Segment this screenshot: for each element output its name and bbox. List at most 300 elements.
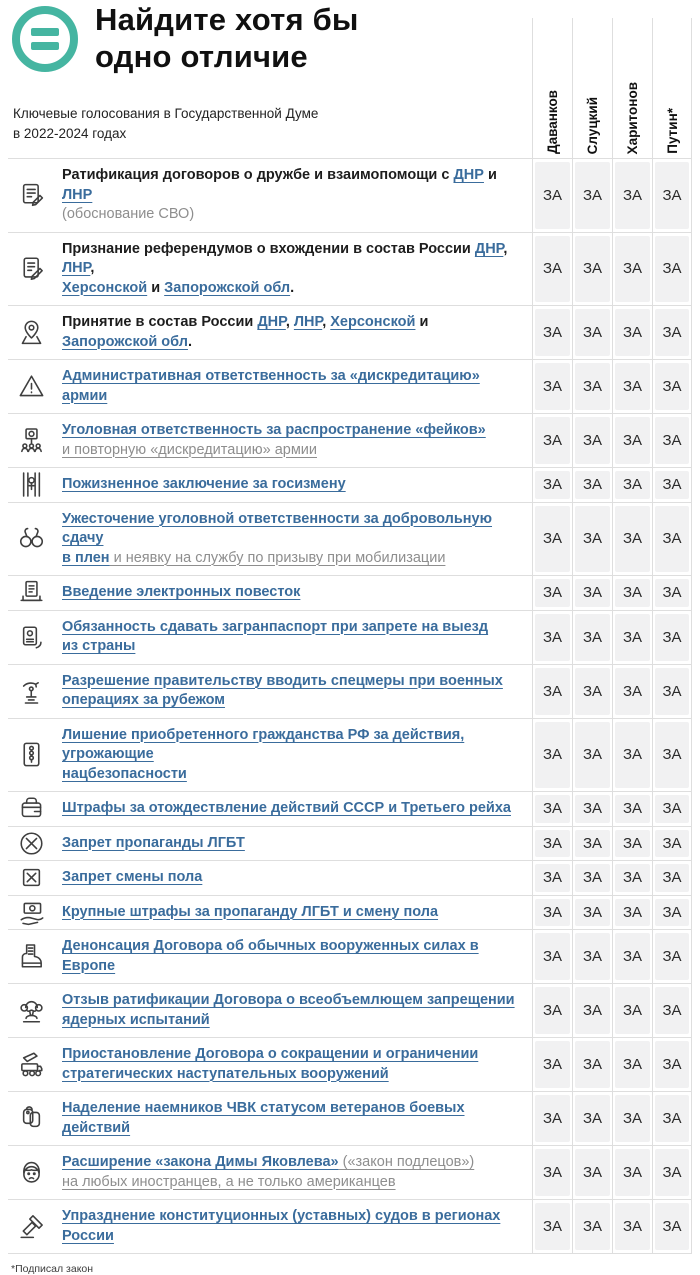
row-title bbox=[54, 611, 532, 664]
vote-value: ЗА bbox=[655, 417, 689, 464]
vote-value: ЗА bbox=[575, 579, 610, 607]
page-subtitle-line1: Ключевые голосования в Государственной Думе bbox=[13, 106, 319, 121]
table-row bbox=[8, 826, 692, 861]
row-title bbox=[54, 360, 532, 413]
table-row bbox=[8, 895, 692, 930]
vote-cell-2 bbox=[572, 719, 612, 792]
vote-value: ЗА bbox=[575, 1041, 610, 1088]
vote-value: ЗА bbox=[615, 162, 650, 229]
vote-value: ЗА bbox=[535, 987, 570, 1034]
vote-cells bbox=[532, 827, 692, 861]
vote-cells bbox=[532, 414, 692, 467]
row-link[interactable]: из страны bbox=[62, 638, 136, 654]
row-title bbox=[54, 414, 532, 467]
vote-cell-3 bbox=[612, 719, 652, 792]
row-link[interactable]: Введение электронных повесток bbox=[62, 584, 301, 600]
vote-cell-2 bbox=[572, 414, 612, 467]
row-text: («закон подлецов») bbox=[338, 1154, 475, 1170]
vote-value: ЗА bbox=[655, 1203, 689, 1250]
vote-cell-4 bbox=[652, 896, 692, 930]
vote-cells bbox=[532, 665, 692, 718]
row-text: (обоснование СВО) bbox=[62, 206, 195, 222]
row-link[interactable]: Упразднение конституционных (уставных) судов в регионах России bbox=[62, 1208, 501, 1244]
page-title bbox=[95, 2, 359, 75]
row-text: , bbox=[90, 260, 95, 276]
vote-cell-4 bbox=[652, 503, 692, 576]
vote-value: ЗА bbox=[655, 668, 689, 715]
vote-cells bbox=[532, 1092, 692, 1145]
vote-cell-1 bbox=[532, 611, 572, 664]
vote-value: ЗА bbox=[655, 614, 689, 661]
vote-cell-2 bbox=[572, 861, 612, 895]
row-link[interactable]: Разрешение правительству вводить спецмеры при военных bbox=[62, 672, 503, 689]
row-link[interactable]: Ужесточение уголовной ответственности за добровольную сдачу bbox=[62, 510, 493, 546]
gavel-icon bbox=[8, 1212, 54, 1241]
vote-value: ЗА bbox=[615, 1095, 650, 1142]
equals-bar-top bbox=[31, 28, 59, 36]
page-title-line2: одно отличие bbox=[95, 38, 308, 74]
vote-cell-2 bbox=[572, 827, 612, 861]
table-row bbox=[8, 413, 692, 467]
vote-cell-4 bbox=[652, 576, 692, 610]
vote-cells bbox=[532, 159, 692, 232]
vote-cells bbox=[532, 792, 692, 826]
vote-value: ЗА bbox=[535, 236, 570, 303]
table-row bbox=[8, 1199, 692, 1253]
vote-value: ЗА bbox=[535, 1095, 570, 1142]
vote-value: ЗА bbox=[655, 864, 689, 892]
column-header-1 bbox=[532, 18, 572, 158]
vote-cell-4 bbox=[652, 468, 692, 502]
vote-value: ЗА bbox=[615, 864, 650, 892]
vote-cell-3 bbox=[612, 1200, 652, 1253]
row-link[interactable]: Запрет пропаганды ЛГБТ bbox=[62, 834, 245, 851]
vote-cell-1 bbox=[532, 159, 572, 232]
crossed-box-icon bbox=[8, 863, 54, 892]
vote-cell-4 bbox=[652, 1146, 692, 1199]
row-text: , bbox=[285, 314, 294, 330]
vote-cell-2 bbox=[572, 468, 612, 502]
vote-value: ЗА bbox=[535, 579, 570, 607]
vote-cell-3 bbox=[612, 159, 652, 232]
vote-cell-3 bbox=[612, 827, 652, 861]
vote-value: ЗА bbox=[535, 830, 570, 858]
row-title bbox=[54, 1200, 532, 1253]
vote-value: ЗА bbox=[575, 162, 610, 229]
vote-value: ЗА bbox=[535, 668, 570, 715]
row-link[interactable]: в плен bbox=[62, 549, 110, 566]
vote-cell-2 bbox=[572, 576, 612, 610]
vote-value: ЗА bbox=[655, 795, 689, 823]
prohibition-circle-icon bbox=[8, 829, 54, 858]
vote-value: ЗА bbox=[615, 614, 650, 661]
row-link[interactable]: Запорожской обл bbox=[62, 333, 188, 350]
laptop-document-icon bbox=[8, 578, 54, 607]
table-row bbox=[8, 1091, 692, 1145]
vote-cells bbox=[532, 896, 692, 930]
vote-cell-2 bbox=[572, 1200, 612, 1253]
vote-cell-2 bbox=[572, 984, 612, 1037]
vote-cell-3 bbox=[612, 360, 652, 413]
vote-value: ЗА bbox=[655, 1149, 689, 1196]
row-text: и повторную «дискредитацию» армии bbox=[62, 441, 317, 458]
vote-value: ЗА bbox=[575, 236, 610, 303]
vote-cell-1 bbox=[532, 665, 572, 718]
vote-value: ЗА bbox=[615, 722, 650, 789]
vote-cell-4 bbox=[652, 306, 692, 359]
page-title-line1: Найдите хотя бы bbox=[95, 2, 359, 37]
vote-value: ЗА bbox=[615, 1203, 650, 1250]
vote-value: ЗА bbox=[655, 933, 689, 980]
vote-cells bbox=[532, 930, 692, 983]
vote-value: ЗА bbox=[655, 506, 689, 573]
vote-value: ЗА bbox=[655, 236, 689, 303]
row-title bbox=[54, 1092, 532, 1145]
table-row bbox=[8, 502, 692, 576]
signed-document-icon bbox=[8, 181, 54, 210]
vote-value: ЗА bbox=[655, 1041, 689, 1088]
vote-value: ЗА bbox=[575, 417, 610, 464]
vote-value: ЗА bbox=[535, 363, 570, 410]
vote-cell-3 bbox=[612, 930, 652, 983]
mushroom-cloud-icon bbox=[8, 996, 54, 1025]
vote-cell-2 bbox=[572, 896, 612, 930]
row-link[interactable]: Приостановление Договора о сокращении и ограничении bbox=[62, 1046, 479, 1062]
vote-cell-1 bbox=[532, 896, 572, 930]
table-row bbox=[8, 359, 692, 413]
row-link[interactable]: Отзыв ратификации Договора о всеобъемлющем запрещении bbox=[62, 992, 515, 1008]
vote-value: ЗА bbox=[535, 471, 570, 499]
table-row bbox=[8, 610, 692, 664]
vote-value: ЗА bbox=[535, 506, 570, 573]
row-link[interactable]: ядерных испытаний bbox=[62, 1011, 210, 1028]
vote-value: ЗА bbox=[615, 1149, 650, 1196]
vote-cell-1 bbox=[532, 1146, 572, 1199]
vote-value: ЗА bbox=[575, 987, 610, 1034]
row-link[interactable]: Херсонской bbox=[62, 279, 148, 296]
row-link[interactable]: ДНР bbox=[257, 314, 286, 330]
vote-cell-2 bbox=[572, 233, 612, 306]
vote-value: ЗА bbox=[615, 236, 650, 303]
vote-cell-1 bbox=[532, 306, 572, 359]
votes-table bbox=[8, 158, 692, 1254]
vote-cell-2 bbox=[572, 1038, 612, 1091]
vote-cell-1 bbox=[532, 861, 572, 895]
vote-value: ЗА bbox=[535, 309, 570, 356]
vote-value: ЗА bbox=[615, 363, 650, 410]
column-header-label: Даванков bbox=[545, 89, 560, 154]
vote-cell-1 bbox=[532, 414, 572, 467]
vote-value: ЗА bbox=[575, 722, 610, 789]
row-title bbox=[54, 861, 532, 895]
row-link[interactable]: Расширение «закона Димы Яковлева» bbox=[62, 1154, 339, 1170]
row-text: и bbox=[147, 279, 165, 296]
vote-cells bbox=[532, 306, 692, 359]
table-row bbox=[8, 664, 692, 718]
vote-value: ЗА bbox=[615, 309, 650, 356]
vote-value: ЗА bbox=[575, 363, 610, 410]
military-boot-icon bbox=[8, 942, 54, 971]
vote-cell-3 bbox=[612, 611, 652, 664]
vote-value: ЗА bbox=[615, 795, 650, 823]
vote-value: ЗА bbox=[535, 864, 570, 892]
vote-cell-4 bbox=[652, 792, 692, 826]
vote-cell-2 bbox=[572, 1146, 612, 1199]
vote-value: ЗА bbox=[575, 864, 610, 892]
vote-value: ЗА bbox=[615, 668, 650, 715]
vote-value: ЗА bbox=[655, 1095, 689, 1142]
vote-value: ЗА bbox=[655, 579, 689, 607]
vote-cell-3 bbox=[612, 1146, 652, 1199]
row-title bbox=[54, 468, 532, 502]
row-title bbox=[54, 159, 532, 232]
vote-cell-1 bbox=[532, 468, 572, 502]
equality-logo-icon bbox=[12, 6, 78, 72]
row-link[interactable]: Запорожской обл bbox=[164, 279, 291, 296]
row-link[interactable]: нацбезопасности bbox=[62, 765, 187, 782]
vote-cell-1 bbox=[532, 1200, 572, 1253]
vote-value: ЗА bbox=[615, 506, 650, 573]
vote-cell-1 bbox=[532, 827, 572, 861]
vote-value: ЗА bbox=[575, 830, 610, 858]
vote-cell-3 bbox=[612, 792, 652, 826]
vote-value: ЗА bbox=[575, 668, 610, 715]
warning-triangle-icon bbox=[8, 372, 54, 401]
vote-cell-2 bbox=[572, 792, 612, 826]
row-link[interactable]: Пожизненное заключение за госизмену bbox=[62, 476, 346, 492]
vote-cell-1 bbox=[532, 360, 572, 413]
vote-value: ЗА bbox=[655, 987, 689, 1034]
row-link[interactable]: Запрет смены пола bbox=[62, 869, 203, 885]
protest-sign-icon bbox=[8, 426, 54, 455]
vote-cells bbox=[532, 468, 692, 502]
vote-cell-2 bbox=[572, 1092, 612, 1145]
vote-cells bbox=[532, 503, 692, 576]
vote-cell-3 bbox=[612, 468, 652, 502]
table-row bbox=[8, 305, 692, 359]
vote-cell-1 bbox=[532, 1092, 572, 1145]
vote-value: ЗА bbox=[615, 579, 650, 607]
vote-cell-1 bbox=[532, 984, 572, 1037]
row-link[interactable]: Административная ответственность за «дискредитацию» армии bbox=[62, 368, 480, 404]
row-text: на любых иностранцев, а не только американцев bbox=[62, 1173, 396, 1190]
header bbox=[0, 0, 700, 158]
handcuffs-icon bbox=[8, 524, 54, 553]
vote-value: ЗА bbox=[655, 471, 689, 499]
row-title bbox=[54, 984, 532, 1037]
row-text: . bbox=[187, 333, 192, 350]
row-title bbox=[54, 719, 532, 792]
column-header-label: Путин* bbox=[664, 108, 680, 154]
vote-cell-1 bbox=[532, 930, 572, 983]
vote-cells bbox=[532, 576, 692, 610]
row-title bbox=[54, 306, 532, 359]
vote-cell-4 bbox=[652, 827, 692, 861]
vote-cell-3 bbox=[612, 576, 652, 610]
vote-cell-4 bbox=[652, 414, 692, 467]
row-title bbox=[54, 1146, 532, 1199]
vote-cell-2 bbox=[572, 611, 612, 664]
vote-cell-2 bbox=[572, 930, 612, 983]
vote-cell-1 bbox=[532, 233, 572, 306]
column-header-label: Харитонов bbox=[625, 81, 640, 154]
passport-icon bbox=[8, 623, 54, 652]
vote-cell-3 bbox=[612, 861, 652, 895]
vote-value: ЗА bbox=[655, 363, 689, 410]
vote-cell-3 bbox=[612, 503, 652, 576]
vote-cell-4 bbox=[652, 1038, 692, 1091]
vote-value: ЗА bbox=[535, 1149, 570, 1196]
vote-cell-4 bbox=[652, 665, 692, 718]
vote-value: ЗА bbox=[535, 417, 570, 464]
equals-bar-bottom bbox=[31, 42, 59, 50]
row-link[interactable]: Лишение приобретенного гражданства РФ за действия, угрожающие bbox=[62, 726, 465, 762]
table-row bbox=[8, 1145, 692, 1199]
row-text: и неявку на службу по призыву при мобилизации bbox=[109, 549, 446, 566]
vote-value: ЗА bbox=[575, 1149, 610, 1196]
vote-cell-4 bbox=[652, 360, 692, 413]
row-link[interactable]: ЛНР bbox=[293, 314, 323, 330]
vote-cell-3 bbox=[612, 896, 652, 930]
vote-value: ЗА bbox=[655, 830, 689, 858]
column-header-4 bbox=[652, 18, 692, 158]
vote-value: ЗА bbox=[575, 506, 610, 573]
vote-cell-3 bbox=[612, 414, 652, 467]
vote-cell-4 bbox=[652, 611, 692, 664]
row-link[interactable]: Наделение наемников ЧВК статусом ветеранов боевых действий bbox=[62, 1100, 465, 1136]
row-link[interactable]: ЛНР bbox=[62, 186, 93, 203]
vote-value: ЗА bbox=[575, 309, 610, 356]
vote-value: ЗА bbox=[615, 933, 650, 980]
vote-value: ЗА bbox=[575, 795, 610, 823]
vote-cell-2 bbox=[572, 503, 612, 576]
table-row bbox=[8, 929, 692, 983]
vote-cell-2 bbox=[572, 665, 612, 718]
vote-cell-3 bbox=[612, 984, 652, 1037]
vote-cells bbox=[532, 1038, 692, 1091]
row-link[interactable]: ДНР bbox=[453, 167, 484, 183]
page-subtitle-line2: в 2022-2024 годах bbox=[13, 126, 127, 142]
vote-value: ЗА bbox=[615, 899, 650, 927]
vote-value: ЗА bbox=[575, 614, 610, 661]
vote-cell-4 bbox=[652, 984, 692, 1037]
missile-truck-icon bbox=[8, 1050, 54, 1079]
footnote: *Подписал закон bbox=[11, 1263, 94, 1275]
hand-lever-icon bbox=[8, 677, 54, 706]
vote-value: ЗА bbox=[615, 417, 650, 464]
row-link[interactable]: Херсонской bbox=[330, 314, 416, 330]
vote-cell-1 bbox=[532, 503, 572, 576]
table-row bbox=[8, 1037, 692, 1091]
vote-cells bbox=[532, 611, 692, 664]
vote-value: ЗА bbox=[615, 987, 650, 1034]
vote-value: ЗА bbox=[655, 309, 689, 356]
table-row bbox=[8, 232, 692, 306]
vote-cell-3 bbox=[612, 1092, 652, 1145]
sad-child-icon bbox=[8, 1158, 54, 1187]
table-row bbox=[8, 158, 692, 232]
vote-cells bbox=[532, 984, 692, 1037]
table-row bbox=[8, 860, 692, 895]
table-row bbox=[8, 718, 692, 792]
vote-value: ЗА bbox=[575, 1095, 610, 1142]
vote-cell-3 bbox=[612, 1038, 652, 1091]
vote-value: ЗА bbox=[535, 899, 570, 927]
vote-cell-1 bbox=[532, 576, 572, 610]
map-pin-icon bbox=[8, 318, 54, 347]
row-link[interactable]: Денонсация Договора об обычных вооруженных силах в Европе bbox=[62, 938, 479, 974]
column-header-2 bbox=[572, 18, 612, 158]
footer bbox=[11, 1263, 692, 1275]
vote-cell-3 bbox=[612, 665, 652, 718]
vote-cell-1 bbox=[532, 1038, 572, 1091]
vote-cell-4 bbox=[652, 861, 692, 895]
vote-value: ЗА bbox=[535, 722, 570, 789]
vote-value: ЗА bbox=[535, 1203, 570, 1250]
row-title bbox=[54, 503, 532, 576]
row-link[interactable]: Штрафы за отождествление действий СССР и Третьего рейха bbox=[62, 800, 511, 816]
vote-cells bbox=[532, 1200, 692, 1253]
row-link[interactable]: ЛНР bbox=[62, 260, 91, 276]
vote-value: ЗА bbox=[575, 899, 610, 927]
row-text: , bbox=[503, 240, 508, 257]
vote-cell-1 bbox=[532, 792, 572, 826]
vote-value: ЗА bbox=[575, 471, 610, 499]
vote-cell-4 bbox=[652, 719, 692, 792]
row-link[interactable]: Крупные штрафы за пропаганду ЛГБТ и смену пола bbox=[62, 903, 439, 920]
vote-value: ЗА bbox=[575, 933, 610, 980]
money-hand-icon bbox=[8, 898, 54, 927]
vote-cell-4 bbox=[652, 1092, 692, 1145]
row-link[interactable]: стратегических наступательных вооружений bbox=[62, 1065, 389, 1082]
row-title bbox=[54, 576, 532, 610]
wallet-icon bbox=[8, 794, 54, 823]
vote-cell-3 bbox=[612, 306, 652, 359]
row-title bbox=[54, 233, 532, 306]
vote-value: ЗА bbox=[535, 162, 570, 229]
vote-cell-2 bbox=[572, 360, 612, 413]
vote-cells bbox=[532, 719, 692, 792]
vote-value: ЗА bbox=[535, 933, 570, 980]
vote-value: ЗА bbox=[655, 162, 689, 229]
vote-value: ЗА bbox=[535, 795, 570, 823]
column-header-label: Слуцкий bbox=[585, 96, 600, 154]
page-subtitle bbox=[13, 104, 318, 145]
row-link[interactable]: Обязанность сдавать загранпаспорт при запрете на выезд bbox=[62, 618, 489, 635]
row-link[interactable]: ДНР bbox=[474, 240, 504, 257]
vote-cell-4 bbox=[652, 930, 692, 983]
row-text: и bbox=[415, 314, 429, 330]
row-title bbox=[54, 827, 532, 861]
vote-value: ЗА bbox=[615, 471, 650, 499]
prisoner-icon bbox=[8, 470, 54, 499]
row-text: , bbox=[322, 314, 331, 330]
vote-cell-4 bbox=[652, 1200, 692, 1253]
table-row bbox=[8, 791, 692, 826]
row-title bbox=[54, 792, 532, 826]
table-row bbox=[8, 983, 692, 1037]
vote-value: ЗА bbox=[575, 1203, 610, 1250]
vote-cell-2 bbox=[572, 159, 612, 232]
document-chain-icon bbox=[8, 740, 54, 769]
vote-cell-4 bbox=[652, 233, 692, 306]
row-title bbox=[54, 665, 532, 718]
vote-cell-3 bbox=[612, 233, 652, 306]
row-link[interactable]: операциях за рубежом bbox=[62, 692, 225, 708]
vote-value: ЗА bbox=[535, 1041, 570, 1088]
row-text: и bbox=[483, 167, 497, 183]
row-link[interactable]: Уголовная ответственность за распространение «фейков» bbox=[62, 422, 486, 438]
